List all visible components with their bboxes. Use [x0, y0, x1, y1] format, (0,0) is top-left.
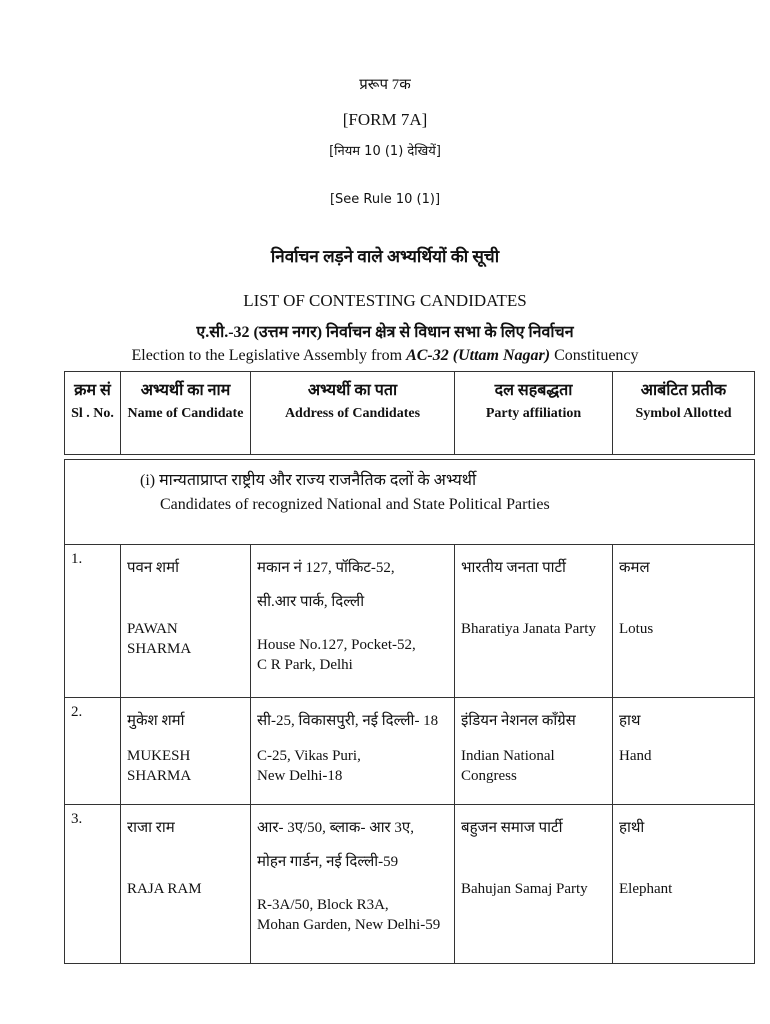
election-heading: [0, 347, 770, 365]
constituency-name: AC-32 (Uttam Nagar): [406, 347, 551, 364]
cell-party: इंडियन नेशनल कॉंग्रेस Indian National Congress: [455, 698, 613, 805]
cell-symbol: कमल Lotus: [613, 545, 755, 698]
section-heading-english: Candidates of recognized National and State Political Parties: [160, 496, 550, 513]
cell-name: राजा राम RAJA RAM: [121, 805, 251, 964]
election-heading-hindi: ए.सी.-32 (उत्तम नगर) निर्वाचन क्षेत्र से विधान सभा के लिए निर्वाचन: [196, 324, 574, 341]
table-row: [65, 698, 755, 805]
col-header-address: अभ्यर्थी का पता Address of Candidates: [251, 372, 455, 455]
col-header-symbol: आबंटित प्रतीक Symbol Allotted: [613, 372, 755, 455]
section-heading: [65, 460, 755, 545]
document-title-hindi: निर्वाचन लड़ने वाले अभ्यर्थियों की सूची: [270, 247, 500, 266]
cell-address: आर- 3ए/50, ब्लाक- आर 3ए, मोहन गार्डन, नई दिल्ली-59 R-3A/50, Block R3A, Mohan Garden, New Delhi-59: [251, 805, 455, 964]
document-title: LIST OF CONTESTING CANDIDATES: [243, 291, 527, 310]
cell-address: मकान नं 127, पॉकिट-52, सी.आर पार्क, दिल्ली House No.127, Pocket-52, C R Park, Delhi: [251, 545, 455, 698]
cell-name: पवन शर्मा PAWAN SHARMA: [121, 545, 251, 698]
cell-name: मुकेश शर्मा MUKESH SHARMA: [121, 698, 251, 805]
form-number-hindi: प्ररूप 7क: [359, 77, 411, 93]
cell-sl-no: 3.: [65, 805, 121, 964]
col-header-party: दल सहबद्धता Party affiliation: [455, 372, 613, 455]
table-row: [65, 545, 755, 698]
cell-symbol: हाथ Hand: [613, 698, 755, 805]
col-header-sl-no: क्रम सं Sl . No.: [65, 372, 121, 455]
cell-address: सी-25, विकासपुरी, नई दिल्ली- 18 C-25, Vikas Puri, New Delhi-18: [251, 698, 455, 805]
election-heading-suffix: Constituency: [550, 347, 639, 364]
cell-party: भारतीय जनता पार्टी Bharatiya Janata Party: [455, 545, 613, 698]
cell-party: बहुजन समाज पार्टी Bahujan Samaj Party: [455, 805, 613, 964]
table-row: [65, 805, 755, 964]
candidates-table: [64, 371, 755, 964]
rule-reference: [See Rule 10 (1)]: [329, 192, 441, 207]
section-heading-hindi: (i) मान्यताप्राप्त राष्ट्रीय और राज्य राजनैतिक दलों के अभ्यर्थी: [140, 472, 477, 489]
rule-reference-hindi: [नियम 10 (1) देखियें]: [329, 144, 441, 159]
col-header-name: अभ्यर्थी का नाम Name of Candidate: [121, 372, 251, 455]
form-number: [FORM 7A]: [342, 110, 428, 129]
election-heading-prefix: Election to the Legislative Assembly from: [131, 347, 407, 364]
cell-symbol: हाथी Elephant: [613, 805, 755, 964]
cell-sl-no: 2.: [65, 698, 121, 805]
cell-sl-no: 1.: [65, 545, 121, 698]
table-header-row: [65, 372, 755, 455]
section-heading-row: [65, 460, 755, 545]
